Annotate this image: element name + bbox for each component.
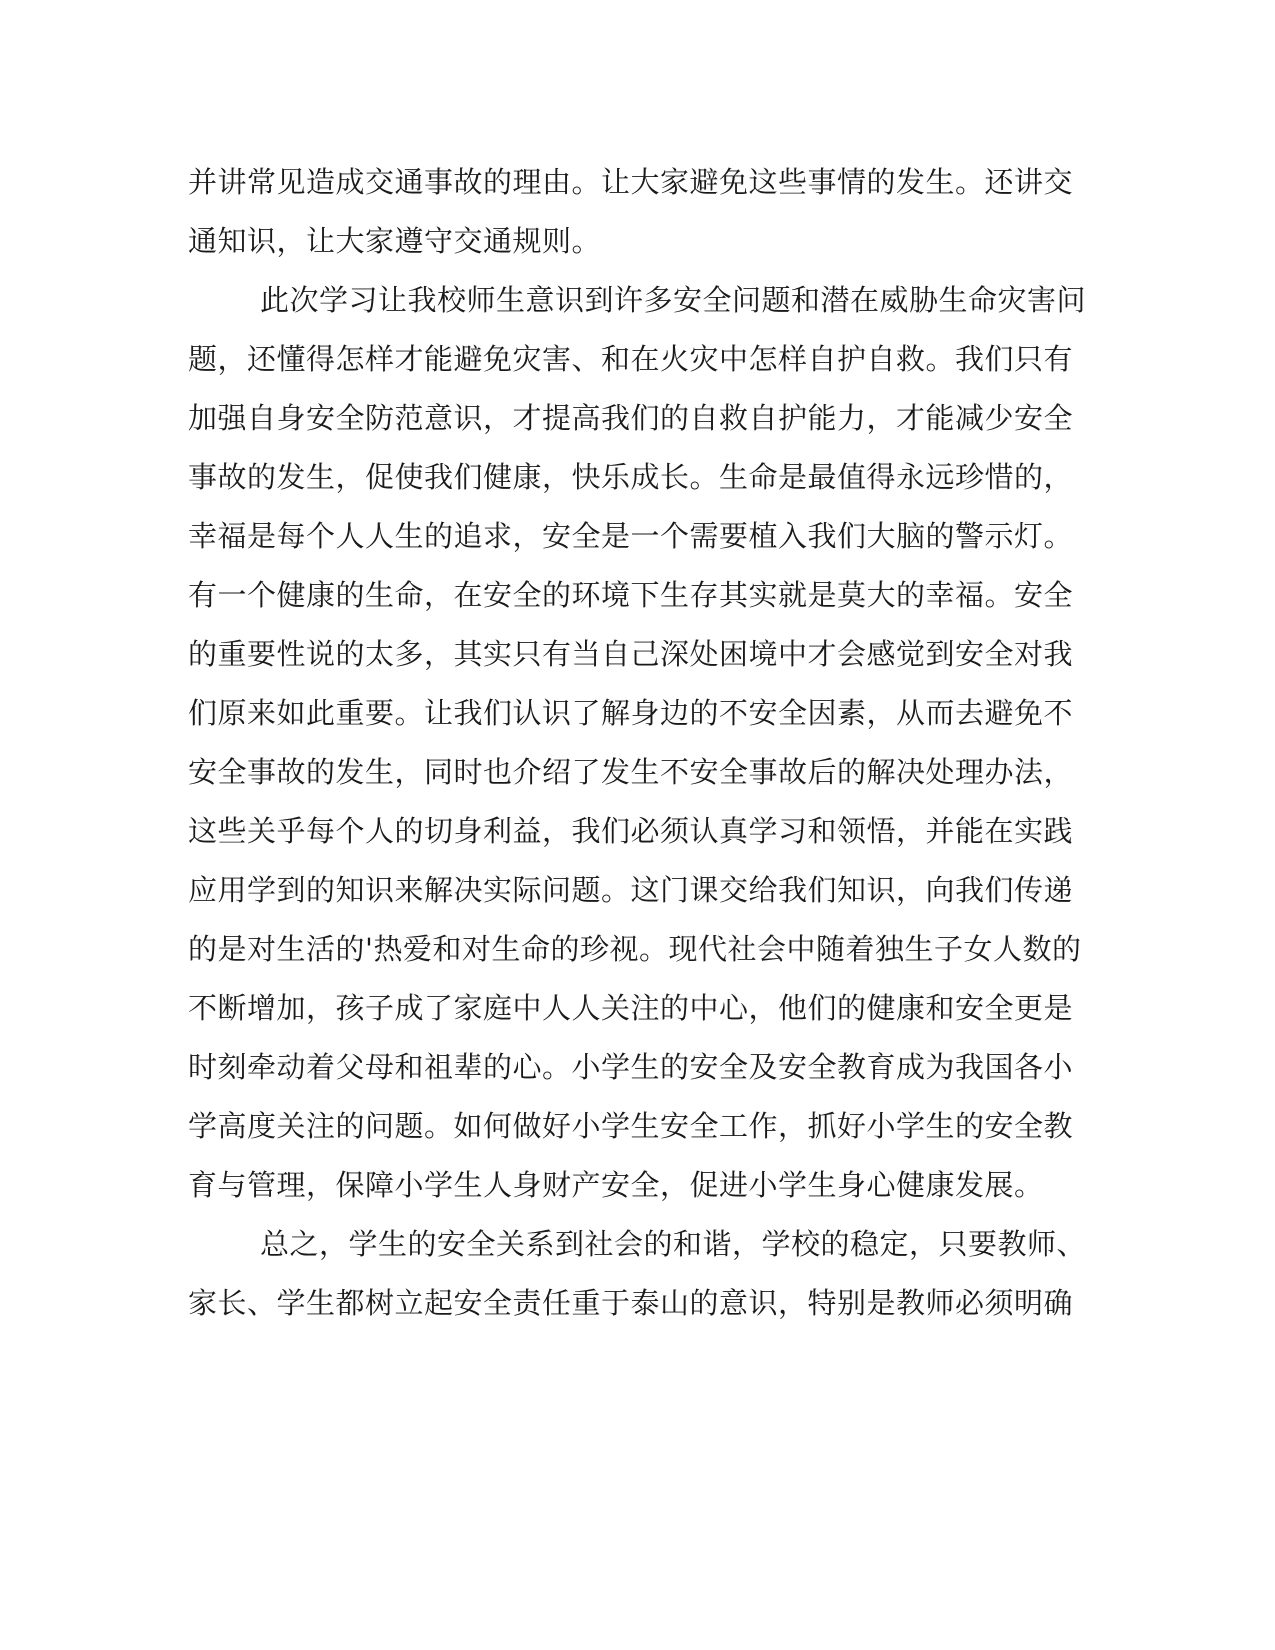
- text-line: 事故的发生，促使我们健康，快乐成长。生命是最值得永远珍惜的，: [188, 460, 1074, 494]
- text-line: 育与管理，保障小学生人身财产安全，促进小学生身心健康发展。: [188, 1168, 1044, 1202]
- text-line: 时刻牵动着父母和祖辈的心。小学生的安全及安全教育成为我国各小: [188, 1050, 1074, 1084]
- text-line: 通知识，让大家遵守交通规则。: [188, 224, 602, 258]
- paragraph-first-line: 总之，学生的安全关系到社会的和谐，学校的稳定，只要教师、: [260, 1227, 1087, 1261]
- text-line: 安全事故的发生，同时也介绍了发生不安全事故后的解决处理办法，: [188, 755, 1074, 789]
- text-line: 题，还懂得怎样才能避免灾害、和在火灾中怎样自护自救。我们只有: [188, 342, 1074, 376]
- text-line: 这些关乎每个人的切身利益，我们必须认真学习和领悟，并能在实践: [188, 814, 1074, 848]
- paragraph-first-line: 此次学习让我校师生意识到许多安全问题和潜在威胁生命灾害问: [260, 283, 1087, 317]
- text-line: 应用学到的知识来解决实际问题。这门课交给我们知识，向我们传递: [188, 873, 1074, 907]
- text-line: 家长、学生都树立起安全责任重于泰山的意识，特别是教师必须明确: [188, 1286, 1074, 1320]
- text-line: 们原来如此重要。让我们认识了解身边的不安全因素，从而去避免不: [188, 696, 1074, 730]
- text-line: 加强自身安全防范意识，才提高我们的自救自护能力，才能减少安全: [188, 401, 1074, 435]
- text-line: 的重要性说的太多，其实只有当自己深处困境中才会感觉到安全对我: [188, 637, 1074, 671]
- text-line: 并讲常见造成交通事故的理由。让大家避免这些事情的发生。还讲交: [188, 165, 1074, 199]
- text-line: 学高度关注的问题。如何做好小学生安全工作，抓好小学生的安全教: [188, 1109, 1074, 1143]
- text-line: 的是对生活的'热爱和对生命的珍视。现代社会中随着独生子女人数的: [188, 932, 1082, 966]
- text-line: 不断增加，孩子成了家庭中人人关注的中心，他们的健康和安全更是: [188, 991, 1074, 1025]
- text-line: 幸福是每个人人生的追求，安全是一个需要植入我们大脑的警示灯。: [188, 519, 1074, 553]
- text-line: 有一个健康的生命，在安全的环境下生存其实就是莫大的幸福。安全: [188, 578, 1074, 612]
